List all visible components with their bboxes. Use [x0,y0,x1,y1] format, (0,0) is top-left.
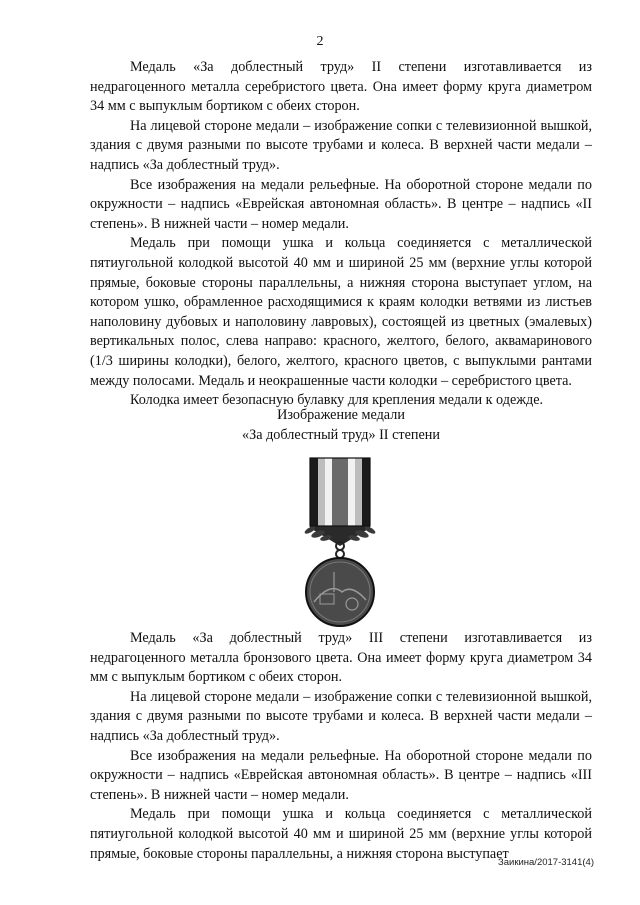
ribbon-stripe [362,458,370,526]
medal-image [290,454,390,629]
medal-icon [290,454,390,629]
paragraph: Медаль при помощи ушка и кольца соединяется с металлической пятиугольной колодкой высотой 40 мм и шириной 25 мм (верхние углы которой прямые, боковые стороны параллельны, а нижняя сторона выступает углом, на котором ушко, обрамленное расходящимися к краям колодки ветвями из листьев наполовину дубовых и наполовину лавровых), состоящей из цветных (эмалевых) вертикальных полос, слева направо: красного, желтого, белого, аквамаринового (1/3 ширины колодки), белого, желтого, красного цветов, с выпуклыми рантами между полосами. Медаль и неокрашенные части колодки – серебристого цвета. [90,235,592,389]
paragraph: На лицевой стороне медали – изображение сопки с телевизионной вышкой, здания с двумя разными по высоте трубами и колеса. В верхней части медали – надпись «За доблестный труд». [90,117,592,173]
caption-line-1: Изображение медали [277,407,405,423]
paragraph: Медаль при помощи ушка и кольца соединяется с металлической пятиугольной колодкой высотой 40 мм и шириной 25 мм (верхние углы которой прямые, боковые стороны параллельны, а нижняя сторона выступает [90,806,592,862]
paragraph: На лицевой стороне медали – изображение сопки с телевизионной вышкой, здания с двумя разными по высоте трубами и колеса. В верхней части медали – надпись «За доблестный труд». [90,688,592,744]
medal-disc [306,558,374,626]
figure-caption [90,406,592,445]
ribbon-stripe [332,458,348,526]
page-number: 2 [316,34,324,49]
caption-line-2: «За доблестный труд» II степени [242,426,440,443]
paragraph: Медаль «За доблестный труд» III степени изготавливается из недрагоценного металла бронзового цвета. Она имеет форму круга диаметром 34 мм с выпуклым бортиком с обеих сторон. [90,630,592,686]
paragraph: Все изображения на медали рельефные. На оборотной стороне медали по окружности – надпись «Еврейская автономная область». В центре – надпись «II степень». В нижней части – номер медали. [90,176,592,232]
text-section-1 [90,58,592,411]
document-code: Заикина/2017-3141(4) [497,857,594,868]
text-section-2 [90,629,592,864]
ring-icon [336,550,344,558]
ribbon-stripe [325,458,332,526]
paragraph: Все изображения на медали рельефные. На оборотной стороне медали по окружности – надпись «Еврейская автономная область». В центре – надпись «III степень». В нижней части – номер медали. [90,747,592,803]
paragraph: Медаль «За доблестный труд» II степени изготавливается из недрагоценного металла серебристого цвета. Она имеет форму круга диаметром 34 мм с выпуклым бортиком с обеих сторон. [90,59,592,115]
ribbon-stripe [318,458,325,526]
ribbon-stripe [355,458,362,526]
ribbon-stripe [348,458,355,526]
paragraph: Колодка имеет безопасную булавку для крепления медали к одежде. [130,392,544,409]
ribbon-stripe [310,458,318,526]
